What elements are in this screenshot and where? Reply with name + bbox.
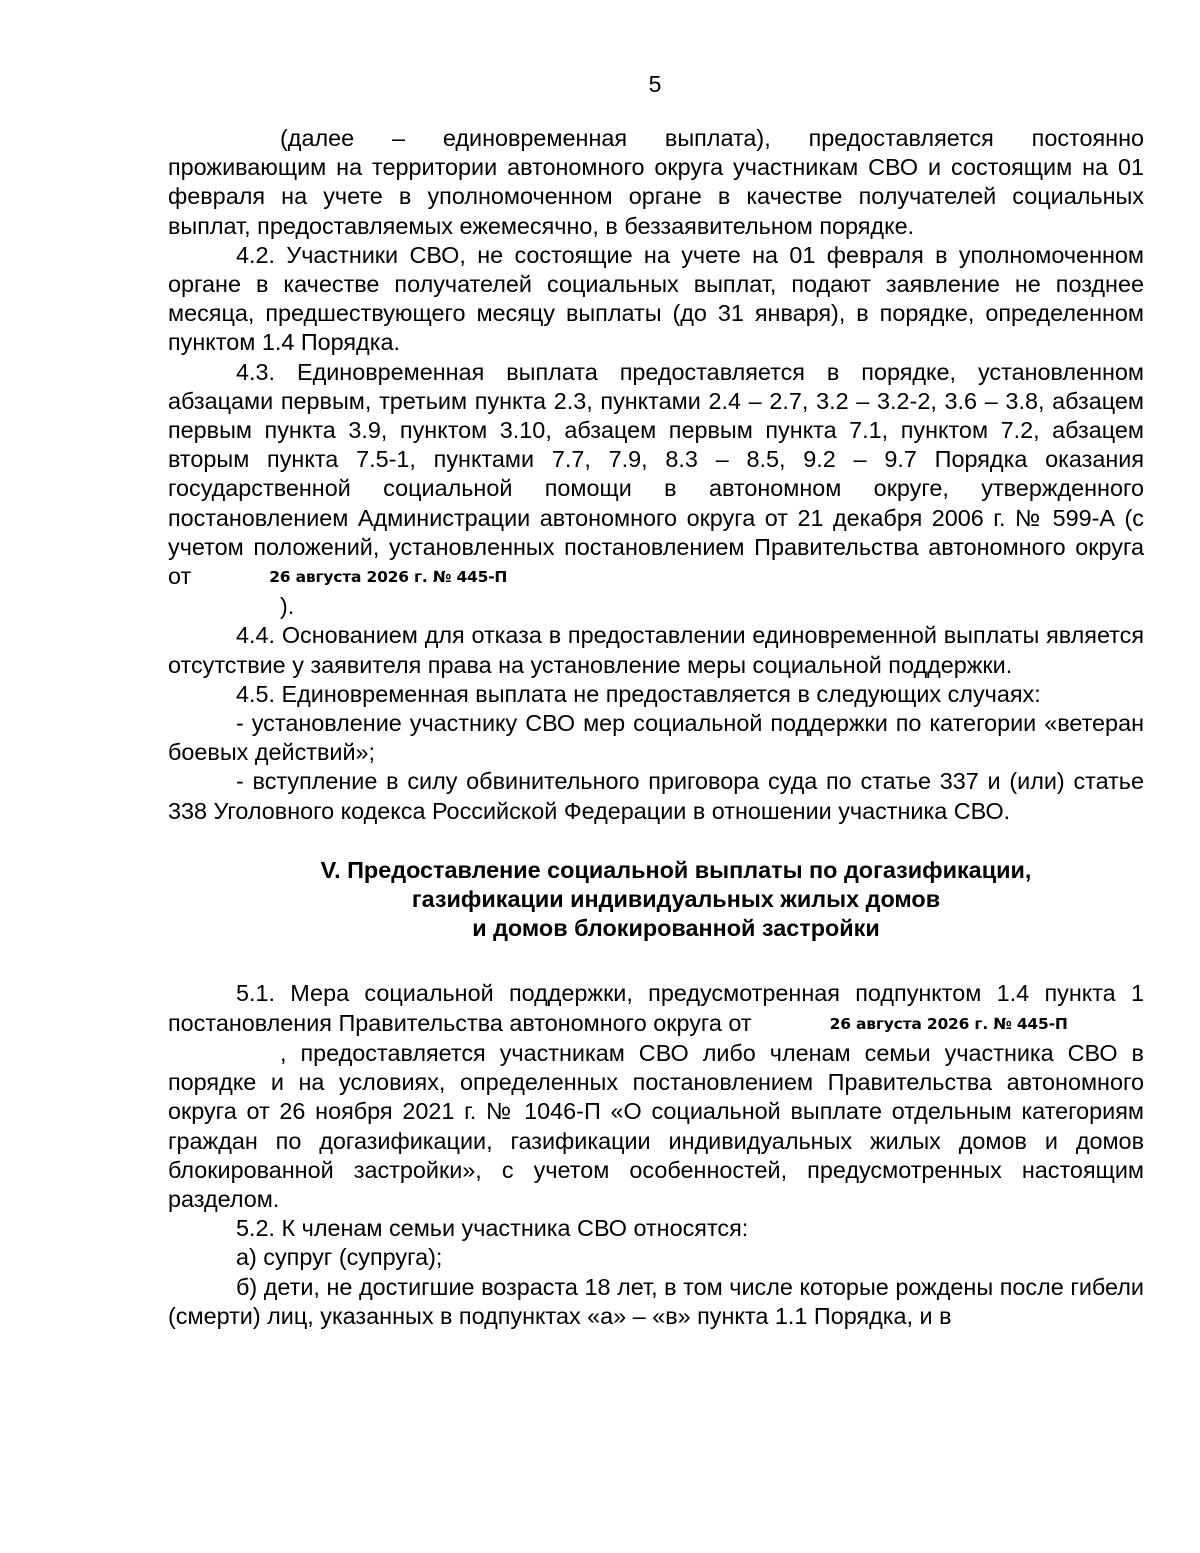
paragraph-4-3-close	[168, 592, 1144, 621]
date-number-stamp: 26 августа 2026 г. № 445-П	[269, 568, 508, 587]
closing-parenthesis: ).	[280, 593, 295, 620]
paragraph-4-4: 4.4. Основанием для отказа в предоставлении единовременной выплаты является отсутствие у заявителя права на установление меры социальной поддержки.	[168, 622, 1144, 678]
paragraph-4-3-text: 4.3. Единовременная выплата предоставляется в порядке, установленном абзацами первым, третьим пункта 2.3, пунктами 2.4 – 2.7, 3.2 – 3.2-2, 3.6 – 3.8, абзацем первым пункта 3.9, пунктом 3.10, абзацем первым пункта 7.1, пунктом 7.2, абзацем вторым пункта 7.5-1, пунктами 7.7, 7.9, 8.3 – 8.5, 9.2 – 9.7 Порядка оказания государственной социальной помощи в автономном округе, утвержденного постановлением Администрации автономного округа от 21 декабря 2006 г. № 599-А (с учетом положений, установленных постановлением Правительства автономного округа от	[168, 358, 1144, 590]
paragraph-4-3	[168, 358, 1144, 593]
document-body	[168, 124, 1144, 1331]
date-number-stamp: 26 августа 2026 г. № 445-П	[829, 1014, 1068, 1033]
section-5-heading	[168, 856, 1144, 944]
paragraph-continuation: (далее – единовременная выплата), предоставляется постоянно проживающим на территории автономного округа участникам СВО и состоящим на 01 февраля на учете в уполномоченном органе в качестве получателей социальных выплат, предоставляемых ежемесячно, в беззаявительном порядке.	[168, 125, 1144, 239]
list-item-spouse: а) супруг (супруга);	[236, 1244, 443, 1271]
spacer	[168, 943, 1144, 979]
list-item-children: б) дети, не достигшие возраста 18 лет, в том числе которые рождены после гибели (смерти) лиц, указанных в подпунктах «а» – «в» пункта 1.1 Порядка, и в	[168, 1273, 1144, 1329]
paragraph-5-1	[168, 979, 1144, 1038]
paragraph-4-5: 4.5. Единовременная выплата не предоставляется в следующих случаях:	[236, 680, 1041, 707]
paragraph-4-2: 4.2. Участники СВО, не состоящие на учете на 01 февраля в уполномоченном органе в качестве получателей социальных выплат, подают заявление не позднее месяца, предшествующего месяцу выплаты (до 31 января), в порядке, определенном пунктом 1.4 Порядка.	[168, 241, 1144, 356]
paragraph-5-1-start: 5.1. Мера социальной поддержки, предусмотренная подпунктом 1.4 пункта 1 постановления Правительства автономного округа от	[168, 980, 1144, 1036]
page-number: 5	[648, 71, 662, 97]
paragraph-5-1-rest: , предоставляется участникам СВО либо членам семьи участника СВО в порядке и на условиях, определенных постановлением Правительства автономного округа от 26 ноября 2021 г. № 1046-П «О социальной выплате отдельным категориям граждан по догазификации, газификации индивидуальных жилых домов и домов блокированной застройки», с учетом особенностей, предусмотренных настоящим разделом.	[168, 1039, 1144, 1212]
heading-line-2: газификации индивидуальных жилых домов	[411, 886, 941, 913]
list-item-sentence: - вступление в силу обвинительного приговора суда по статье 337 и (или) статье 338 Уголовного кодекса Российской Федерации в отношении участника СВО.	[168, 768, 1144, 824]
heading-line-3: и домов блокированной застройки	[472, 915, 880, 942]
paragraph-5-2: 5.2. К членам семьи участника СВО относятся:	[236, 1215, 749, 1242]
list-item-veteran: - установление участнику СВО мер социальной поддержки по категории «ветеран боевых действий»;	[168, 710, 1144, 766]
heading-line-1: V. Предоставление социальной выплаты по догазификации,	[320, 856, 1032, 883]
